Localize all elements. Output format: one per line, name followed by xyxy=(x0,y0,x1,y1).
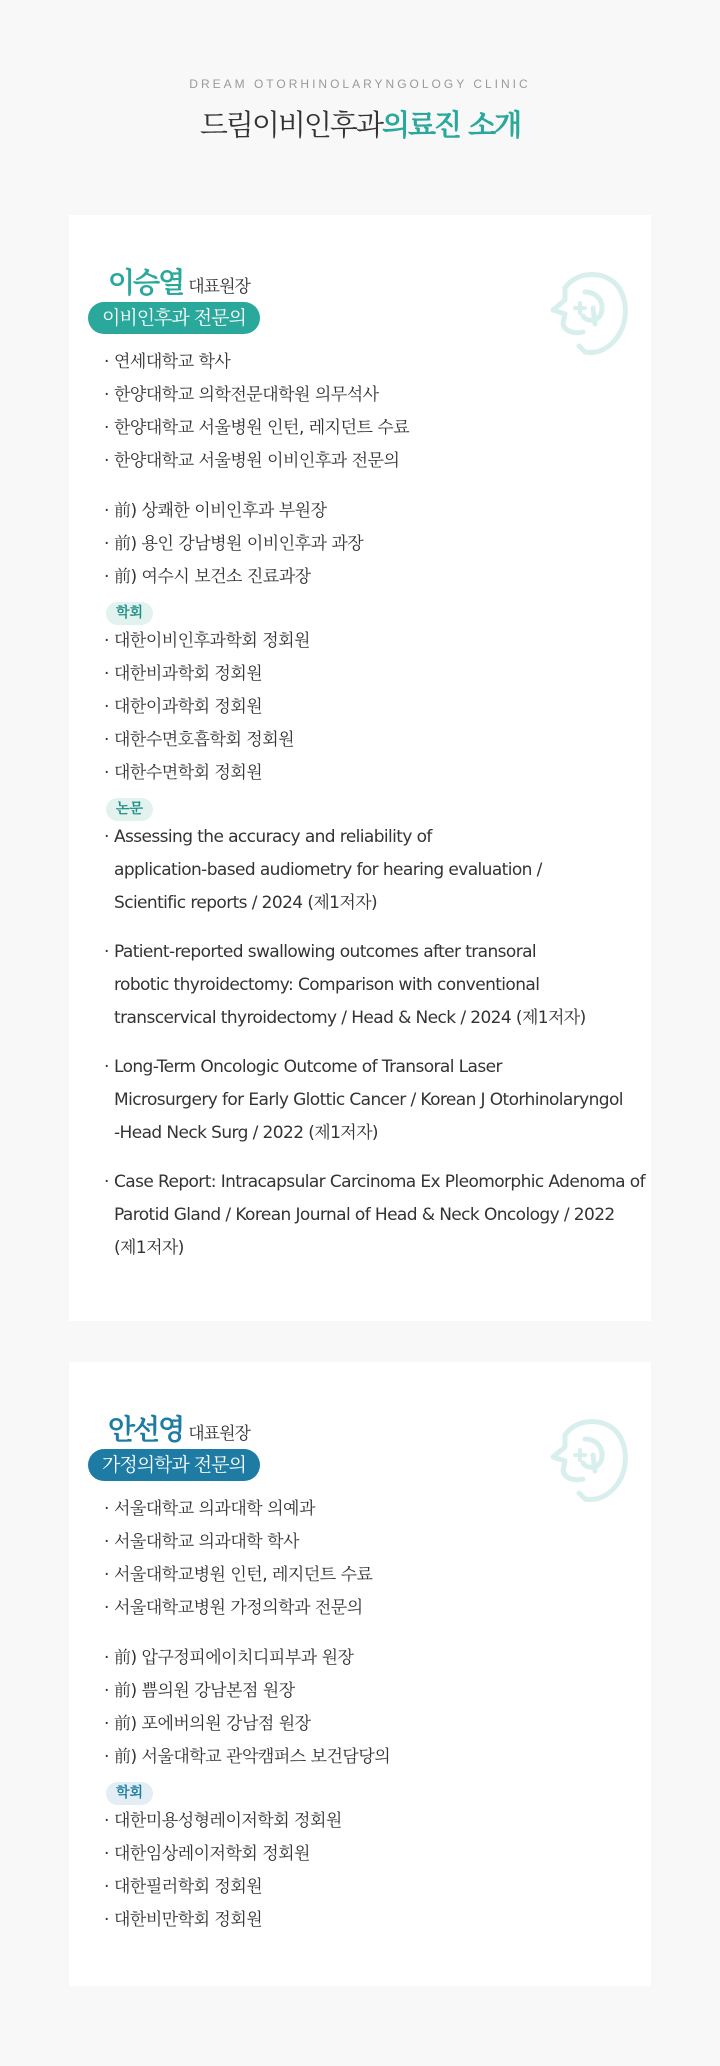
education-list xyxy=(104,346,637,478)
paper-line: · Patient-reported swallowing outcomes after transoral xyxy=(114,942,537,962)
specialty-badge: 이비인후과 전문의 xyxy=(88,302,260,334)
specialty-badge: 가정의학과 전문의 xyxy=(88,1449,260,1481)
society-label: 학회 xyxy=(106,1782,153,1805)
education-list xyxy=(104,1493,637,1625)
society-list xyxy=(104,625,637,790)
list-item: · 대한이과학회 정회원 xyxy=(104,691,637,724)
list-item: · 前) 쁨의원 강남본점 원장 xyxy=(104,1675,637,1708)
list-item: · 서울대학교병원 가정의학과 전문의 xyxy=(104,1592,637,1625)
list-item: · 연세대학교 학사 xyxy=(104,346,637,379)
paper-item xyxy=(104,1051,637,1150)
list-item: · 대한미용성형레이저학회 정회원 xyxy=(104,1805,637,1838)
clinic-english-name: DREAM OTORHINOLARYNGOLOGY CLINIC xyxy=(189,77,531,91)
paper-label: 논문 xyxy=(106,798,153,821)
list-item: · 대한비만학회 정회원 xyxy=(104,1904,637,1937)
list-item: · 서울대학교 의과대학 의예과 xyxy=(104,1493,637,1526)
paper-line: · Case Report: Intracapsular Carcinoma Ex Pleomorphic Adenoma of xyxy=(114,1172,645,1192)
paper-line: · Long-Term Oncologic Outcome of Transoral Laser xyxy=(114,1057,502,1077)
career-list xyxy=(104,1642,637,1774)
society-label: 학회 xyxy=(106,602,153,625)
doctor-details xyxy=(104,1493,637,1937)
paper-line: Microsurgery for Early Glottic Cancer / Korean J Otorhinolaryngol xyxy=(114,1090,623,1110)
list-item: · 前) 포에버의원 강남점 원장 xyxy=(104,1708,637,1741)
list-item: · 한양대학교 서울병원 이비인후과 전문의 xyxy=(104,445,637,478)
page-title-main: 드림이비인후과 xyxy=(199,108,382,142)
list-item: · 대한필러학회 정회원 xyxy=(104,1871,637,1904)
paper-item xyxy=(104,1166,645,1265)
list-item: · 前) 용인 강남병원 이비인후과 과장 xyxy=(104,528,637,561)
page-title xyxy=(0,103,720,144)
list-item: · 서울대학교 의과대학 학사 xyxy=(104,1526,637,1559)
face-profile-icon xyxy=(535,1409,631,1505)
paper-item xyxy=(104,821,637,920)
list-item: · 前) 상쾌한 이비인후과 부원장 xyxy=(104,495,637,528)
doctor-role: 대표원장 xyxy=(188,277,250,297)
paper-line: (제1저자) xyxy=(114,1238,184,1258)
list-item: · 대한임상레이저학회 정회원 xyxy=(104,1838,637,1871)
list-item: · 대한이비인후과학회 정회원 xyxy=(104,625,637,658)
paper-line: application-based audiometry for hearing evaluation / xyxy=(114,860,542,880)
doctor-details xyxy=(104,346,645,1281)
paper-line: transcervical thyroidectomy / Head & Neck / 2024 (제1저자) xyxy=(114,1008,586,1028)
list-item: · 前) 압구정피에이치디피부과 원장 xyxy=(104,1642,637,1675)
paper-list xyxy=(104,821,645,1265)
doctor-card-2 xyxy=(69,1362,651,1986)
list-item: · 대한수면호흡학회 정회원 xyxy=(104,724,637,757)
list-item: · 대한비과학회 정회원 xyxy=(104,658,637,691)
doctor-card-1 xyxy=(69,215,651,1321)
list-item: · 서울대학교병원 인턴, 레지던트 수료 xyxy=(104,1559,637,1592)
paper-line: Scientific reports / 2024 (제1저자) xyxy=(114,893,378,913)
list-item: · 前) 여수시 보건소 진료과장 xyxy=(104,561,637,594)
paper-line: robotic thyroidectomy: Comparison with conventional xyxy=(114,975,540,995)
career-list xyxy=(104,495,637,594)
list-item: · 前) 서울대학교 관악캠퍼스 보건담당의 xyxy=(104,1741,637,1774)
doctor-role: 대표원장 xyxy=(188,1424,250,1444)
page-title-accent: 의료진 소개 xyxy=(381,108,521,142)
list-item: · 한양대학교 서울병원 인턴, 레지던트 수료 xyxy=(104,412,637,445)
doctor-name: 안선영 xyxy=(108,1413,184,1446)
paper-line: Parotid Gland / Korean Journal of Head & Neck Oncology / 2022 xyxy=(114,1205,615,1225)
doctor-name-block xyxy=(108,261,250,301)
doctor-name: 이승열 xyxy=(108,266,184,299)
society-list xyxy=(104,1805,637,1937)
face-profile-icon xyxy=(535,262,631,358)
paper-item xyxy=(104,936,637,1035)
page-header xyxy=(0,0,720,144)
paper-line: · Assessing the accuracy and reliability of xyxy=(114,827,432,847)
paper-line: -Head Neck Surg / 2022 (제1저자) xyxy=(114,1123,378,1143)
doctor-name-block xyxy=(108,1408,250,1448)
list-item: · 한양대학교 의학전문대학원 의무석사 xyxy=(104,379,637,412)
list-item: · 대한수면학회 정회원 xyxy=(104,757,637,790)
